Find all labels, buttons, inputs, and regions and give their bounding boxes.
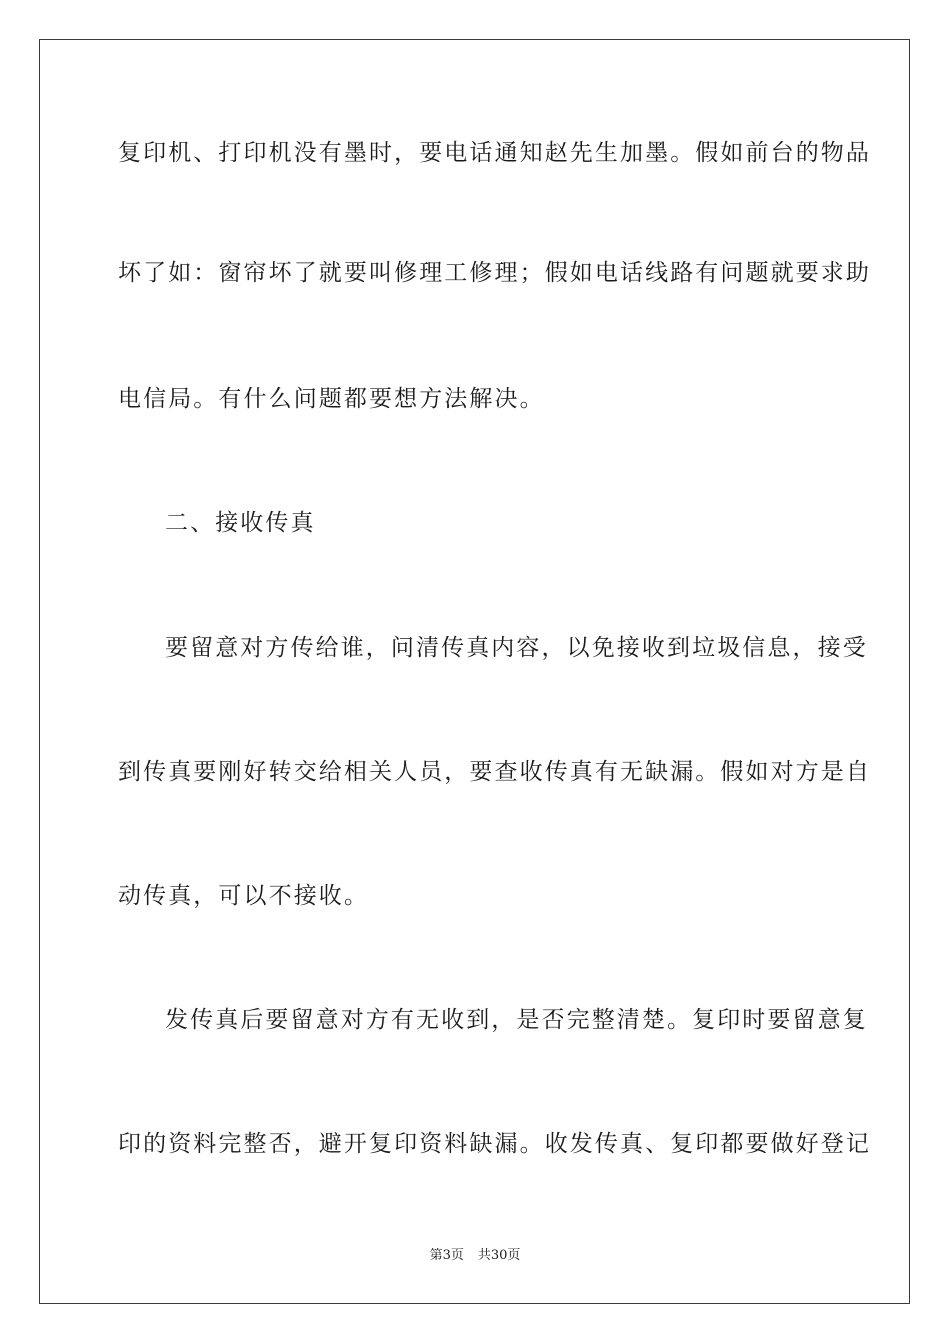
paragraph-line-2: 坏了如：窗帘坏了就要叫修理工修理；假如电话线路有问题就要求助 — [118, 260, 871, 286]
paragraph-line-1: 复印机、打印机没有墨时，要电话通知赵先生加墨。假如前台的物品 — [118, 140, 871, 166]
paragraph-line-6: 动传真，可以不接收。 — [118, 883, 369, 909]
paragraph-line-8: 印的资料完整否，避开复印资料缺漏。收发传真、复印都要做好登记 — [118, 1131, 871, 1157]
section-heading: 二、接收传真 — [165, 510, 316, 536]
paragraph-line-7: 发传真后要留意对方有无收到，是否完整清楚。复印时要留意复 — [165, 1007, 868, 1033]
paragraph-line-5: 到传真要刚好转交给相关人员，要查收传真有无缺漏。假如对方是自 — [118, 759, 871, 785]
page-number: 第3页 — [429, 1248, 464, 1263]
paragraph-line-3: 电信局。有什么问题都要想方法解决。 — [118, 386, 545, 412]
page-frame — [39, 39, 910, 1304]
page-footer — [0, 1248, 950, 1264]
page-total: 共30页 — [477, 1248, 521, 1263]
paragraph-line-4: 要留意对方传给谁，问清传真内容，以免接收到垃圾信息，接受 — [165, 635, 868, 661]
